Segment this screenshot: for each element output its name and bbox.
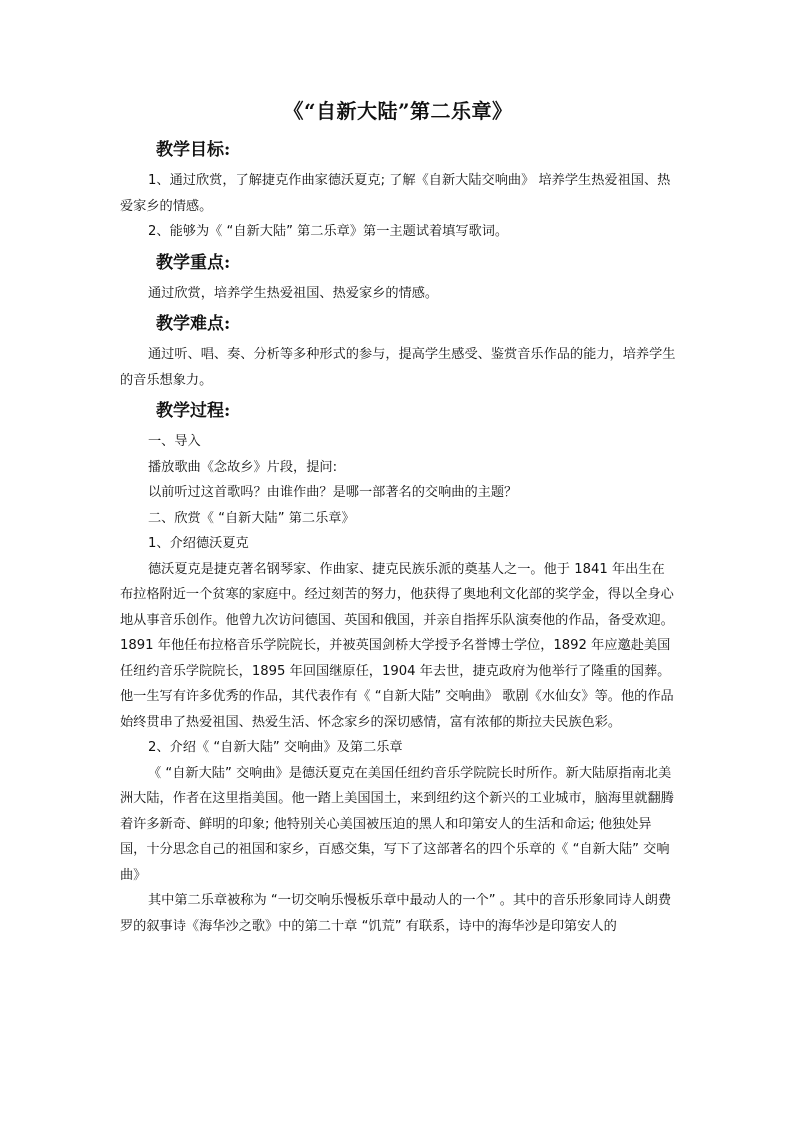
difficulties-text: 通过听、唱、奏、分析等多种形式的参与，提高学生感受、鉴赏音乐作品的能力，培养学生的音乐想象力。 bbox=[120, 347, 676, 388]
process-subheading-dvorak: 1、介绍德沃夏克 bbox=[148, 536, 249, 551]
process-subheading-symphony: 2、介绍《 “自新大陆” 交响曲》及第二乐章 bbox=[148, 740, 403, 755]
heading-difficulties: 教学难点: bbox=[156, 314, 231, 334]
dvorak-biography-paragraph: 德沃夏克是捷克著名钢琴家、作曲家、捷克民族乐派的奠基人之一。他于 1841 年出生在布拉格附近一个贫寒的家庭中。经过刻苦的努力，他获得了奥地利文化部的奖学金，得以全身心地从事音乐创作。他曾九次访问德国、英国和俄国，并亲自指挥乐队演奏他的作品，备受欢迎。1891 年他任布拉格音乐学院院长，并被英国剑桥大学授予名誉博士学位，1892 年应邀赴美国任纽约音乐学院院长，1895 年回国继原任，1904 年去世，捷克政府为他举行了隆重的国葬。他一生写有许多优秀的作品，其代表作有《 “自新大陆” 交响曲》 歌剧《水仙女》等。他的作品始终贯串了热爱祖国、热爱生活、怀念家乡的深切感情，富有浓郁的斯拉夫民族色彩。 bbox=[120, 561, 674, 730]
process-intro-step: 播放歌曲《念故乡》片段，提问: bbox=[148, 459, 338, 475]
goal-item-2: 2、能够为《 “自新大陆” 第二乐章》第一主题试着填写歌词。 bbox=[148, 224, 509, 239]
symphony-paragraph: 《 “自新大陆” 交响曲》是德沃夏克在美国任纽约音乐学院院长时所作。新大陆原指南北美洲大陆，作者在这里指美国。他一踏上美国国土，来到纽约这个新兴的工业城市，脑海里就翻腾着许多新奇、鲜明的印象; 他特别关心美国被压迫的黑人和印第安人的生活和命运; 他独处异国，十分思念自己的祖国和家乡，百感交集，写下了这部著名的四个乐章的《 “自新大陆” 交响曲》 bbox=[120, 765, 674, 883]
document-title: 《“自新大陆”第二乐章》 bbox=[283, 99, 513, 123]
goal-item-1: 1、通过欣赏，了解捷克作曲家德沃夏克; 了解《自新大陆交响曲》 培养学生热爱祖国、热爱家乡的情感。 bbox=[120, 173, 671, 214]
heading-key-points: 教学重点: bbox=[156, 252, 231, 273]
process-appreciation-heading: 二、欣赏《 “自新大陆” 第二乐章》 bbox=[148, 510, 355, 526]
heading-teaching-goals: 教学目标: bbox=[156, 140, 231, 160]
process-intro-heading: 一、导入 bbox=[148, 434, 201, 449]
process-intro-question: 以前听过这首歌吗？由谁作曲？是哪一部著名的交响曲的主题？ bbox=[148, 485, 518, 500]
second-movement-paragraph: 其中第二乐章被称为 “一切交响乐慢板乐章中最动人的一个” 。其中的音乐形象同诗人朗费罗的叙事诗《海华沙之歌》中的第二十章 “饥荒” 有联系，诗中的海华沙是印第安人的 bbox=[120, 893, 672, 934]
key-points-text: 通过欣赏，培养学生热爱祖国、热爱家乡的情感。 bbox=[148, 285, 439, 301]
document-body bbox=[120, 96, 676, 939]
heading-teaching-process: 教学过程: bbox=[156, 401, 231, 421]
